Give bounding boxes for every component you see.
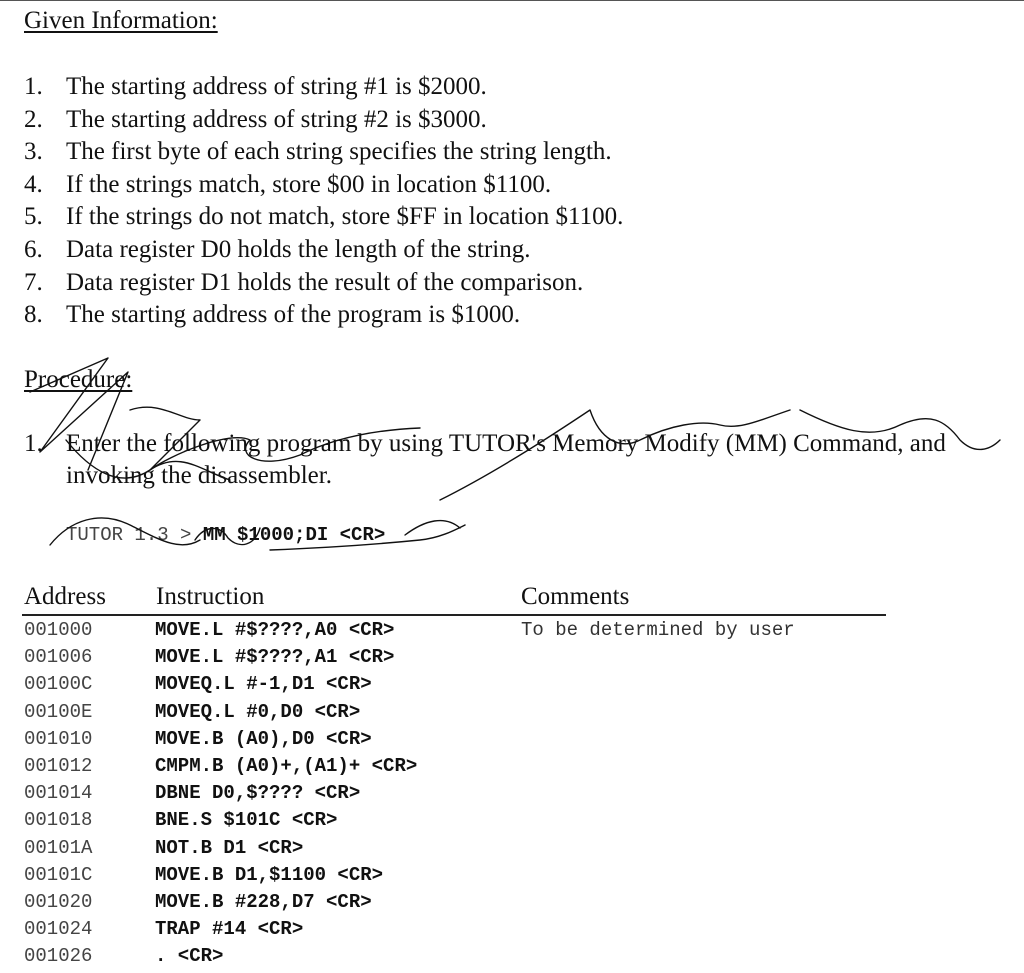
given-information-heading: Given Information: <box>24 7 218 34</box>
address-cell: 001010 <box>24 727 93 750</box>
column-header-comments: Comments <box>521 583 630 610</box>
address-cell: 00100C <box>24 673 93 696</box>
instruction-cell: DBNE D0,$???? <CR> <box>155 782 361 805</box>
instruction-cell: MOVEQ.L #-1,D1 <CR> <box>155 673 372 696</box>
step-text: Enter the following program by using TUTOR's Memory Modify (MM) Command, and invoking the disassembler. <box>66 430 946 489</box>
given-item-text: The starting address of the program is $1000. <box>66 301 521 329</box>
address-cell: 001000 <box>24 619 93 641</box>
given-item-text: Data register D1 holds the result of the comparison. <box>66 268 584 296</box>
address-cell: 001014 <box>24 782 93 805</box>
address-cell: 001026 <box>24 945 93 968</box>
procedure-heading: Procedure: <box>24 366 133 393</box>
tutor-prompt-prefix: TUTOR 1.3 > <box>66 524 203 546</box>
address-cell: 00101C <box>24 863 93 886</box>
given-item-text: The starting address of string #1 is $2000. <box>66 73 487 100</box>
given-item-text: Data register D0 holds the length of the string. <box>66 235 531 263</box>
address-cell: 00100E <box>24 700 93 723</box>
given-item-number: 6. <box>24 235 43 263</box>
address-cell: 00101A <box>24 836 93 859</box>
tutor-command-line <box>66 524 385 546</box>
instruction-cell: NOT.B D1 <CR> <box>155 836 304 859</box>
tutor-command: MM $1000;DI <CR> <box>202 524 386 546</box>
given-item-text: If the strings match, store $00 in location $1100. <box>66 170 552 198</box>
instruction-cell: MOVE.B #228,D7 <CR> <box>155 890 372 913</box>
given-item-number: 3. <box>24 138 43 166</box>
address-cell: 001012 <box>24 754 93 777</box>
top-border-line <box>0 0 1024 1</box>
address-cell: 001006 <box>24 646 93 669</box>
given-item-text: If the strings do not match, store $FF in location $1100. <box>66 203 624 231</box>
instruction-cell: CMPM.B (A0)+,(A1)+ <CR> <box>155 754 418 777</box>
instruction-cell: MOVE.B D1,$1100 <CR> <box>155 863 384 886</box>
address-cell: 001024 <box>24 918 93 941</box>
given-item-number: 5. <box>24 203 43 231</box>
given-item-number: 7. <box>24 268 43 296</box>
instruction-cell: MOVE.L #$????,A1 <CR> <box>155 646 395 669</box>
comment-cell: To be determined by user <box>521 619 795 641</box>
instruction-cell: TRAP #14 <CR> <box>155 918 304 941</box>
given-item-number: 8. <box>24 301 43 329</box>
address-cell: 001018 <box>24 809 93 832</box>
table-header-rule <box>22 614 886 616</box>
step-number: 1. <box>24 430 43 457</box>
given-item-text: The first byte of each string specifies the string length. <box>66 138 612 166</box>
address-cell: 001020 <box>24 890 93 913</box>
given-item-number: 2. <box>24 105 43 133</box>
given-item-number: 1. <box>24 73 43 100</box>
given-item-number: 4. <box>24 170 43 198</box>
column-header-instruction: Instruction <box>156 583 265 610</box>
instruction-cell: MOVE.B (A0),D0 <CR> <box>155 727 372 750</box>
column-header-address: Address <box>24 583 106 610</box>
given-item-text: The starting address of string #2 is $3000. <box>66 105 487 133</box>
instruction-cell: . <CR> <box>155 945 224 968</box>
instruction-cell: MOVE.L #$????,A0 <CR> <box>155 619 395 641</box>
instruction-cell: MOVEQ.L #0,D0 <CR> <box>155 700 361 723</box>
instruction-cell: BNE.S $101C <CR> <box>155 809 338 832</box>
